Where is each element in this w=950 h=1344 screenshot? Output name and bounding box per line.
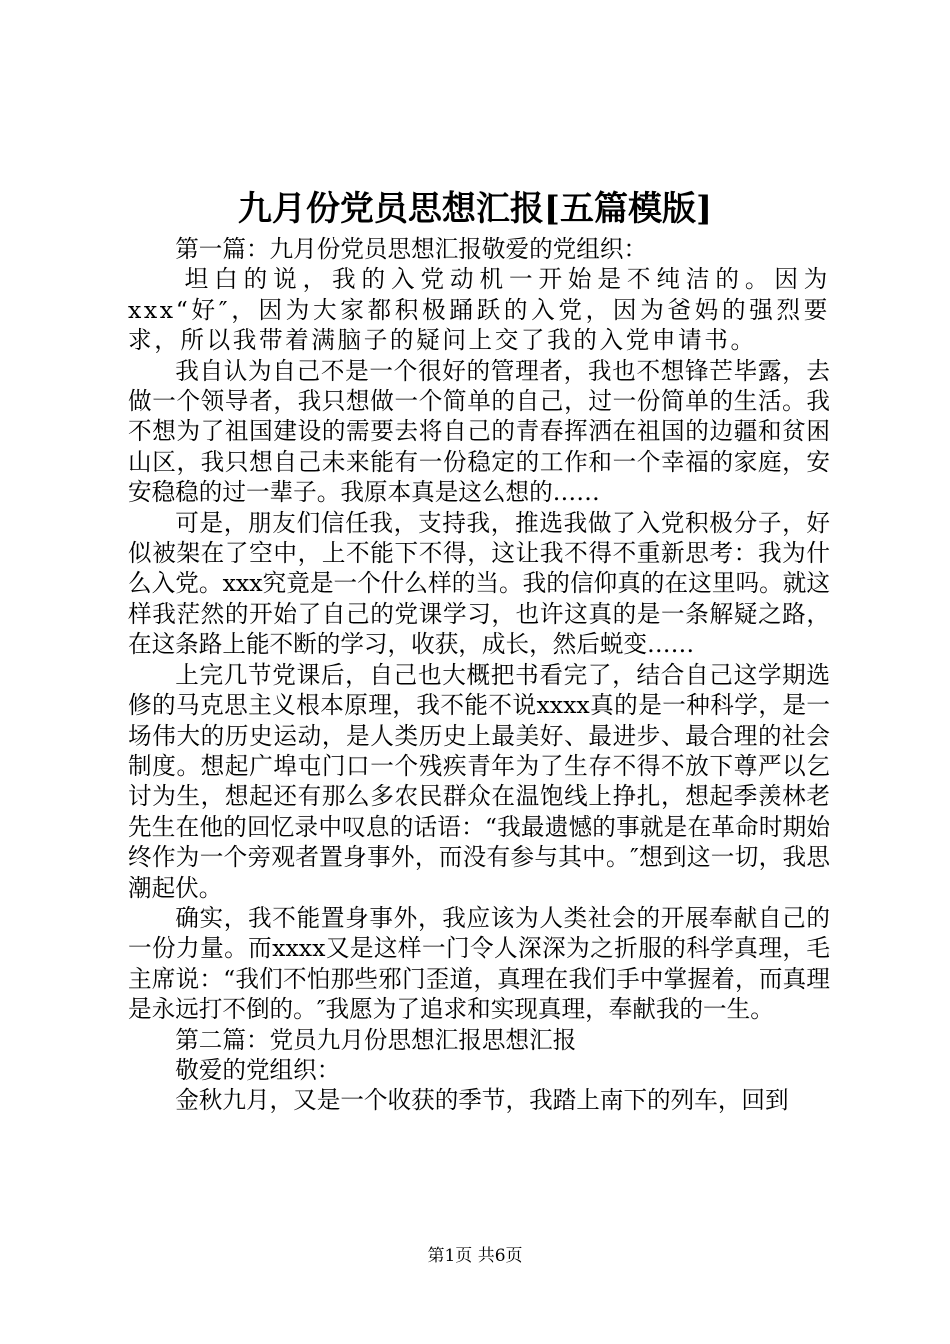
page-footer: 第1页 共6页 (427, 1246, 523, 1266)
document-title: 九月份党员思想汇报[五篇模版] (237, 189, 713, 229)
document-body (128, 234, 830, 1116)
paragraph: 坦白的说，我的入党动机一开始是不纯洁的。因为xxx“好″，因为大家都积极踊跃的入党，因为爸妈的强烈要求，所以我带着满脑子的疑问上交了我的入党申请书。 (128, 265, 830, 355)
paragraph: 确实，我不能置身事外，我应该为人类社会的开展奉献自己的一份力量。而xxxx又是这样一门令人深深为之折服的科学真理，毛主席说：“我们不怕那些邪门歪道，真理在我们手中掌握着，而真理是永远打不倒的。″我愿为了追求和实现真理，奉献我的一生。 (128, 903, 830, 1024)
section-heading-2: 第二篇：党员九月份思想汇报思想汇报 (175, 1025, 577, 1054)
paragraph: 上完几节党课后，自己也大概把书看完了，结合自己这学期选修的马克思主义根本原理，我不能不说xxxx真的是一种科学，是一场伟大的历史运动，是人类历史上最美好、最进步、最合理的社会制度。想起广埠屯门口一个残疾青年为了生存不得不放下尊严以乞讨为生，想起还有那么多农民群众在温饱线上挣扎，想起季羡林老先生在他的回忆录中叹息的话语：“我最遗憾的事就是在革命时期始终作为一个旁观者置身事外，而没有参与其中。″想到这一切，我思潮起伏。 (128, 660, 830, 902)
section-heading-1: 第一篇：九月份党员思想汇报敬爱的党组织： (175, 235, 648, 263)
paragraph: 我自认为自己不是一个很好的管理者，我也不想锋芒毕露，去做一个领导者，我只想做一个简单的自己，过一份简单的生活。我不想为了祖国建设的需要去将自己的青春挥洒在祖国的边疆和贫困山区，我只想自己未来能有一份稳定的工作和一个幸福的家庭，安安稳稳的过一辈子。我原本真是这么想的…… (128, 356, 830, 507)
salutation: 敬爱的党组织： (175, 1055, 341, 1084)
paragraph: 金秋九月，又是一个收获的季节，我踏上南下的列车，回到 (175, 1086, 789, 1115)
paragraph: 可是，朋友们信任我，支持我，推选我做了入党积极分子，好似被架在了空中，上不能下不得，这让我不得不重新思考：我为什么入党。xxx究竟是一个什么样的当。我的信仰真的在这里吗。就这样我茫然的开始了自己的党课学习，也许这真的是一条解疑之路，在这条路上能不断的学习，收获，成长，然后蜕变…… (128, 508, 830, 659)
